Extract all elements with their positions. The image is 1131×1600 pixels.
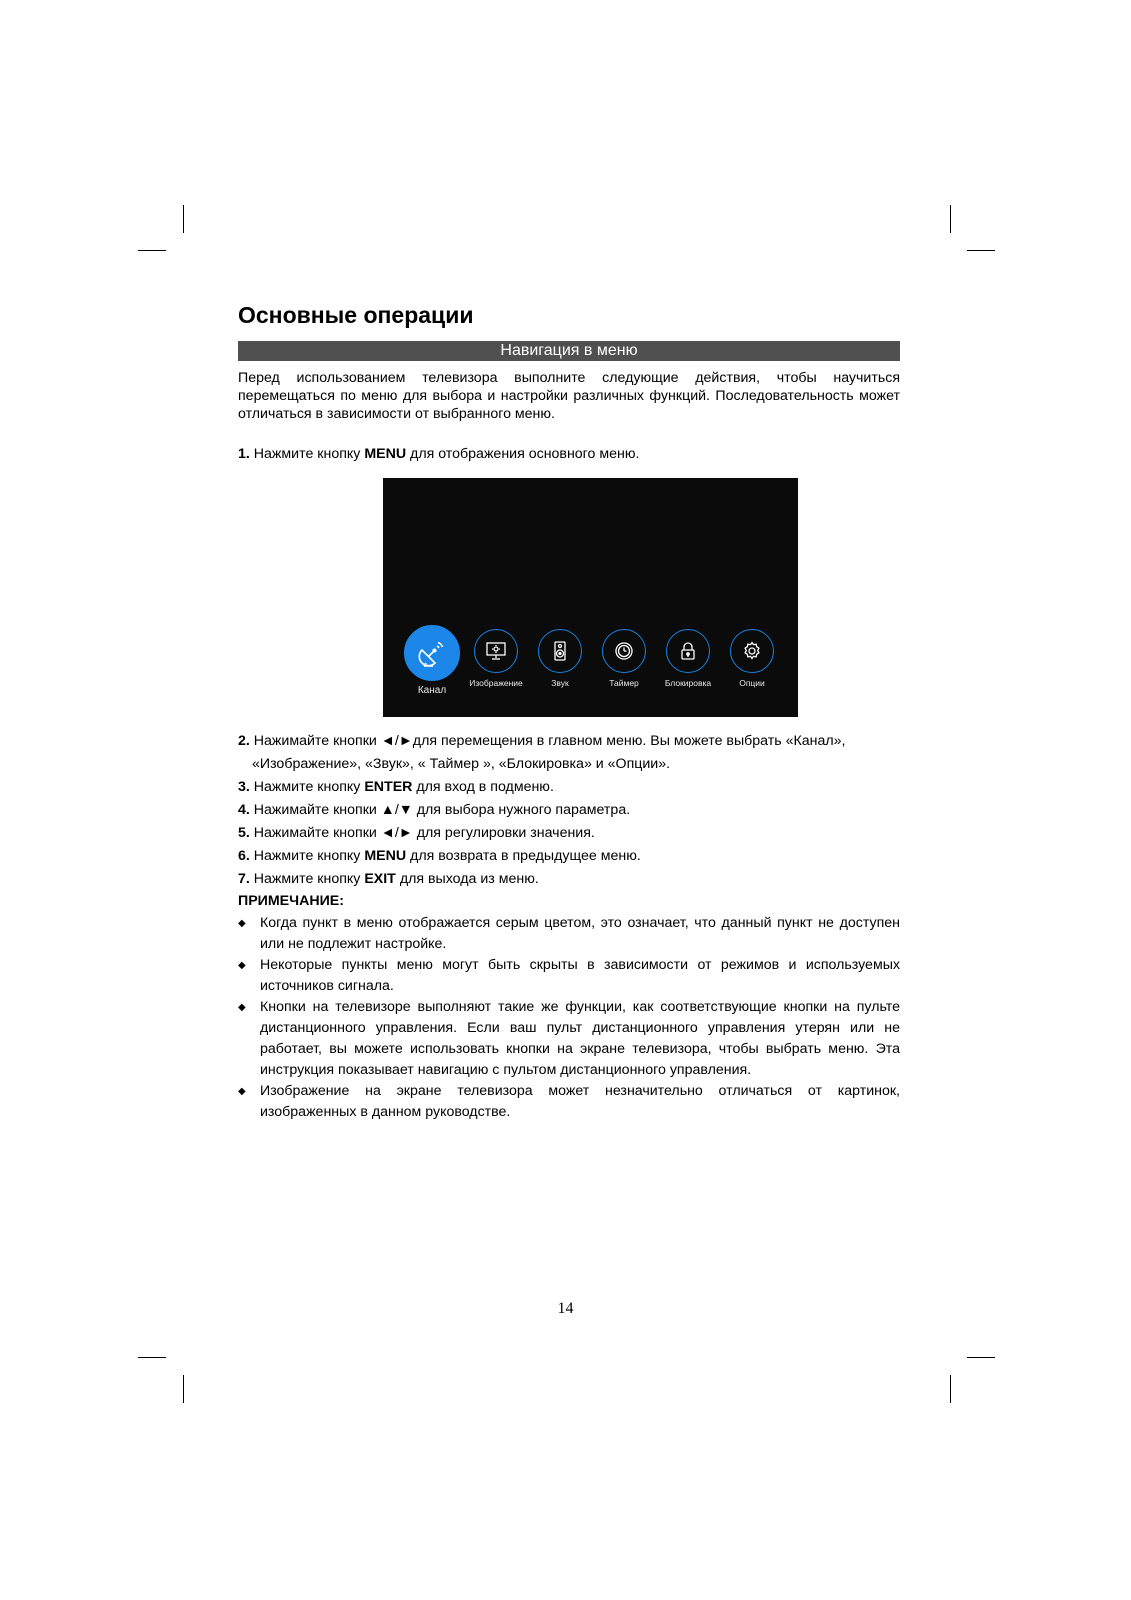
step-text: Нажмите кнопку [253,848,361,864]
key-name: EXIT [364,871,396,887]
section-header: Навигация в меню [238,341,900,361]
step-1 [238,445,639,463]
crop-mark [138,1357,166,1358]
note-item [238,913,900,955]
note-item [238,997,900,1081]
menu-label-picture: Изображение [469,678,523,688]
menu-item-sound[interactable] [538,629,582,673]
step-text: Нажмите кнопку [253,871,361,887]
diamond-bullet-icon: ◆ [238,918,246,929]
step-2-continuation [252,755,670,773]
menu-label-timer: Таймер [609,678,639,688]
step-number: 2. [238,733,250,749]
crop-mark [183,205,184,233]
clock-icon [613,640,635,662]
key-name: MENU [364,848,407,864]
tv-menu-screenshot [383,478,798,717]
page-number: 14 [557,1300,574,1317]
step-text: Нажмите кнопку [253,779,361,795]
step-4 [238,801,630,819]
menu-item-picture[interactable] [474,629,518,673]
step-text: для возврата в предыдущее меню. [410,848,641,864]
step-text: для выхода из меню. [399,871,539,887]
menu-item-lock[interactable] [666,629,710,673]
menu-label-sound: Звук [551,678,569,688]
step-text: Нажимайте кнопки ◄/►для перемещения в главном меню. Вы можете выбрать «Канал», [253,733,846,749]
step-text: Нажимайте кнопки ◄/► для регулировки значения. [253,825,595,841]
menu-item-options[interactable] [730,629,774,673]
step-3 [238,778,554,796]
crop-mark [967,1357,995,1358]
step-text: «Изображение», «Звук», « Таймер », «Блокировка» и «Опции». [252,756,671,772]
step-text: Нажмите кнопку [253,446,361,462]
intro-paragraph: Перед использованием телевизора выполните следующие действия, чтобы научиться перемещаться по меню для выбора и настройки различных функций. Последовательность может отличаться в зависимости от выбранного меню. [238,370,900,422]
note-text: Кнопки на телевизоре выполняют такие же функции, как соответствующие кнопки на пульте дистанционного управления. Если ваш пульт дистанционного управления утерян или не работает, вы можете использовать кнопки на экране телевизора, чтобы выбрать меню. Эта инструкция показывает навигацию с пультом дистанционного управления. [260,999,900,1078]
key-name: MENU [364,446,407,462]
menu-label-lock: Блокировка [664,678,712,688]
menu-label-channel: Канал [417,685,447,696]
crop-mark [950,205,951,233]
gear-icon [741,640,763,662]
crop-mark [138,250,166,251]
step-text: Нажимайте кнопки ▲/▼ для выбора нужного параметра. [253,802,631,818]
diamond-bullet-icon: ◆ [238,1086,246,1097]
menu-label-options: Опции [739,678,765,688]
crop-mark [950,1375,951,1403]
padlock-icon [677,640,699,662]
step-7 [238,870,539,888]
step-6 [238,847,641,865]
page-title: Основные операции [238,302,474,328]
satellite-dish-icon [417,638,447,668]
step-number: 4. [238,802,250,818]
speaker-icon [549,640,571,662]
crop-mark [183,1375,184,1403]
step-number: 7. [238,871,250,887]
step-number: 3. [238,779,250,795]
note-item [238,1081,900,1123]
diamond-bullet-icon: ◆ [238,960,246,971]
note-item [238,955,900,997]
note-text: Изображение на экране телевизора может незначительно отличаться от картинок, изображенных в данном руководстве. [260,1083,900,1120]
key-name: ENTER [364,779,413,795]
step-5 [238,824,595,842]
monitor-icon [485,640,507,662]
step-number: 5. [238,825,250,841]
step-text: для отображения основного меню. [410,446,640,462]
diamond-bullet-icon: ◆ [238,1002,246,1013]
menu-item-channel[interactable] [404,625,460,681]
step-number: 6. [238,848,250,864]
step-text: для вход в подменю. [416,779,554,795]
note-text: Когда пункт в меню отображается серым цветом, это означает, что данный пункт не доступен или не подлежит настройке. [260,915,900,952]
crop-mark [967,250,995,251]
menu-item-timer[interactable] [602,629,646,673]
note-heading: ПРИМЕЧАНИЕ: [238,893,344,909]
step-2 [238,732,845,750]
step-number: 1. [238,446,250,462]
note-text: Некоторые пункты меню могут быть скрыты в зависимости от режимов и используемых источников сигнала. [260,957,900,994]
